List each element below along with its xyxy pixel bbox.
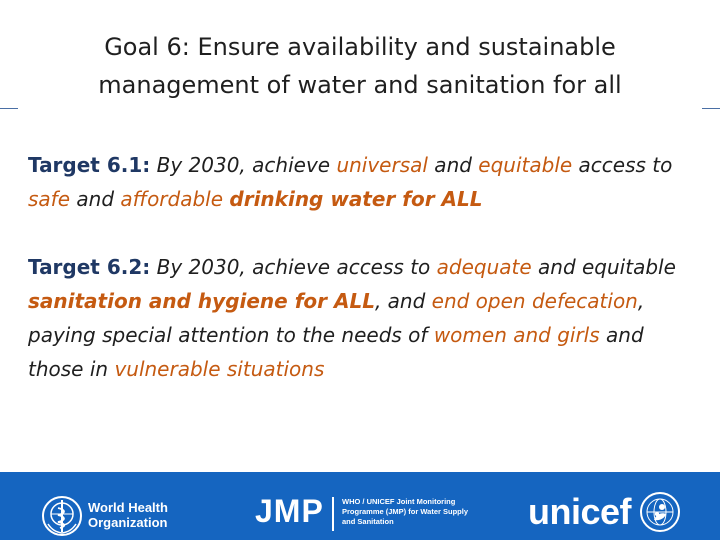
target-6-2: [28, 250, 696, 386]
target-text: and those in: [28, 323, 644, 381]
highlight-text: equitable: [478, 153, 573, 177]
target-text: and: [427, 153, 479, 177]
target-text: access to: [572, 153, 673, 177]
target-text: , and: [374, 289, 432, 313]
unicef-logo-text: unicef: [528, 491, 632, 532]
highlight-text: safe: [28, 187, 71, 211]
highlight-text: affordable: [120, 187, 224, 211]
target-text: By 2030, achieve: [150, 153, 337, 177]
title-rule-left: [0, 108, 18, 109]
title-line-1: Goal 6: Ensure availability and sustainable: [104, 33, 616, 61]
target-6-1: [28, 148, 696, 216]
target-text: and equitable: [531, 255, 676, 279]
target-text: , paying special attention to the needs of: [28, 289, 645, 347]
highlight-text: universal: [336, 153, 428, 177]
jmp-logo-text: JMP: [255, 493, 324, 529]
slide-title: [40, 28, 680, 104]
who-name: World Health Organization: [88, 500, 168, 530]
target-label: Target 6.2:: [28, 255, 151, 279]
title-rule-right: [702, 108, 720, 109]
jmp-divider: [332, 497, 334, 531]
highlight-text: vulnerable situations: [114, 357, 325, 381]
unicef-emblem-icon: [638, 490, 682, 534]
jmp-description: WHO / UNICEF Joint Monitoring Programme (JMP) for Water Supply and Sanitation: [342, 497, 468, 526]
who-emblem-icon: [40, 494, 84, 538]
title-line-2: management of water and sanitation for all: [98, 71, 622, 99]
highlight-text: end open defecation: [431, 289, 638, 313]
bold-highlight-text: sanitation and hygiene for ALL: [28, 289, 375, 313]
target-label: Target 6.1:: [28, 153, 151, 177]
target-text: By 2030, achieve access to: [150, 255, 437, 279]
highlight-text: adequate: [436, 255, 532, 279]
bold-highlight-text: drinking water for ALL: [229, 187, 483, 211]
highlight-text: women and girls: [433, 323, 600, 347]
target-text: and: [70, 187, 121, 211]
who-logo: [40, 494, 180, 534]
